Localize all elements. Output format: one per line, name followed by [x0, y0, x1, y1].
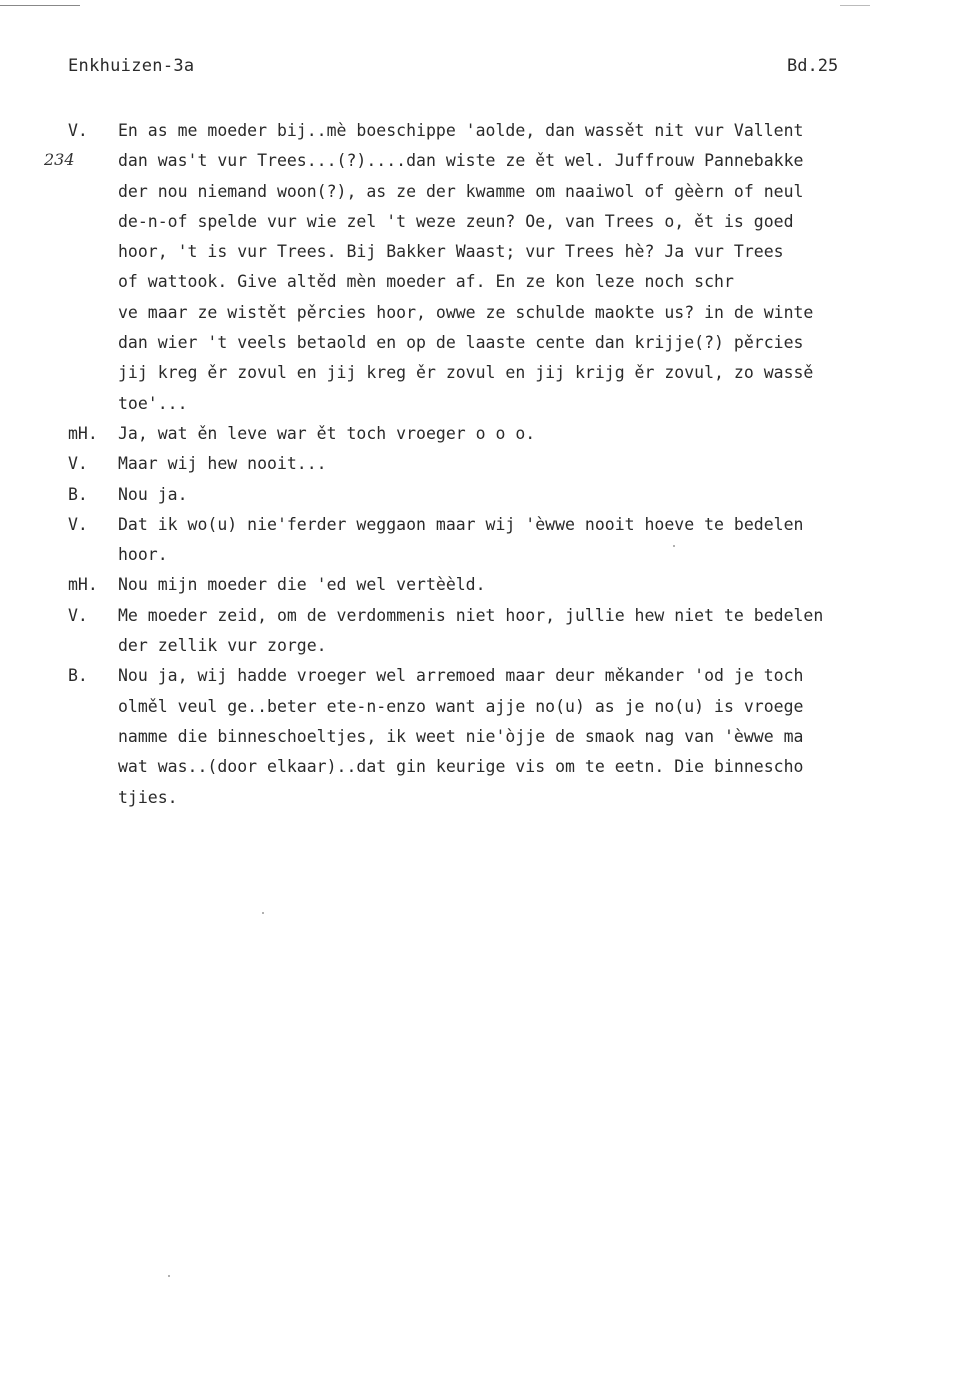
- transcript-line: namme die binneschoeltjes, ik weet nie'òjje de smaok nag van 'èwwe ma: [118, 726, 804, 746]
- page-number: Bd.25: [787, 56, 839, 76]
- speaker-label: V.: [68, 454, 88, 474]
- scan-speck: [168, 1275, 170, 1277]
- speaker-label: B.: [68, 666, 88, 686]
- speaker-label: B.: [68, 484, 88, 504]
- transcript-line: ve maar ze wistět pěrcies hoor, owwe ze schulde maokte us? in de winte: [118, 302, 814, 322]
- transcript-line: dan was't vur Trees...(?)....dan wiste ze ět wel. Juffrouw Pannebakke: [118, 151, 804, 171]
- transcript-line: Nou ja.: [118, 484, 188, 504]
- transcript-line: Me moeder zeid, om de verdommenis niet hoor, jullie hew niet te bedelen: [118, 605, 824, 625]
- transcript-line: toe'...: [118, 393, 188, 413]
- transcript-line: wat was..(door elkaar)..dat gin keurige vis om te eetn. Die binnescho: [118, 757, 804, 777]
- transcript-line: tjies.: [118, 787, 178, 807]
- transcript-line: olměl veul ge..beter ete-n-enzo want ajje no(u) as je no(u) is vroege: [118, 696, 804, 716]
- dialogue-turn: [0, 480, 973, 510]
- dialogue-turn: [0, 449, 973, 479]
- transcript-line: hoor, 't is vur Trees. Bij Bakker Waast; vur Trees hè? Ja vur Trees: [118, 242, 784, 262]
- transcript-line: der nou niemand woon(?), as ze der kwamme om naaiwol of gèèrn of neul: [118, 181, 804, 201]
- transcript-line: de-n-of spelde vur wie zel 't weze zeun? Oe, van Trees o, ět is goed: [118, 211, 794, 231]
- margin-note: 234: [44, 150, 75, 169]
- document-title: Enkhuizen-3a: [68, 56, 195, 76]
- transcript-body: [0, 116, 973, 813]
- transcript-line: dan wier 't veels betaold en op de laaste cente dan krijje(?) pěrcies: [118, 333, 804, 353]
- dialogue-turn: [0, 419, 973, 449]
- transcript-line: jij kreg ěr zovul en jij kreg ěr zovul en jij krijg ěr zovul, zo wassě: [118, 363, 814, 383]
- speaker-label: V.: [68, 605, 88, 625]
- dialogue-turn: [0, 510, 973, 571]
- top-rule: [0, 5, 80, 6]
- transcript-line: hoor.: [118, 545, 168, 565]
- transcript-line: Maar wij hew nooit...: [118, 454, 327, 474]
- transcript-line: of wattook. Give altěd mèn moeder af. En ze kon leze noch schr: [118, 272, 734, 292]
- dialogue-turn: [0, 570, 973, 600]
- transcript-line: der zellik vur zorge.: [118, 636, 327, 656]
- scan-speck: [673, 545, 675, 547]
- transcript-line: En as me moeder bij..mè boeschippe 'aolde, dan wassět nit vur Vallent: [118, 121, 804, 140]
- speaker-label: mH.: [68, 575, 98, 595]
- transcript-line: Nou mijn moeder die 'ed wel vertèèld.: [118, 575, 486, 595]
- speaker-label: V.: [68, 514, 88, 534]
- scan-speck: [262, 912, 264, 914]
- transcript-line: Dat ik wo(u) nie'ferder weggaon maar wij 'èwwe nooit hoeve te bedelen: [118, 514, 804, 534]
- transcript-line: Nou ja, wij hadde vroeger wel arremoed maar deur měkander 'od je toch: [118, 666, 804, 686]
- speaker-label: V.: [68, 121, 88, 140]
- dialogue-turn: [0, 601, 973, 662]
- dialogue-turn: [0, 116, 973, 419]
- speaker-label: mH.: [68, 423, 98, 443]
- dialogue-turn: [0, 661, 973, 812]
- top-rule-right: [840, 5, 870, 6]
- transcript-line: Ja, wat ěn leve war ět toch vroeger o o o.: [118, 423, 536, 443]
